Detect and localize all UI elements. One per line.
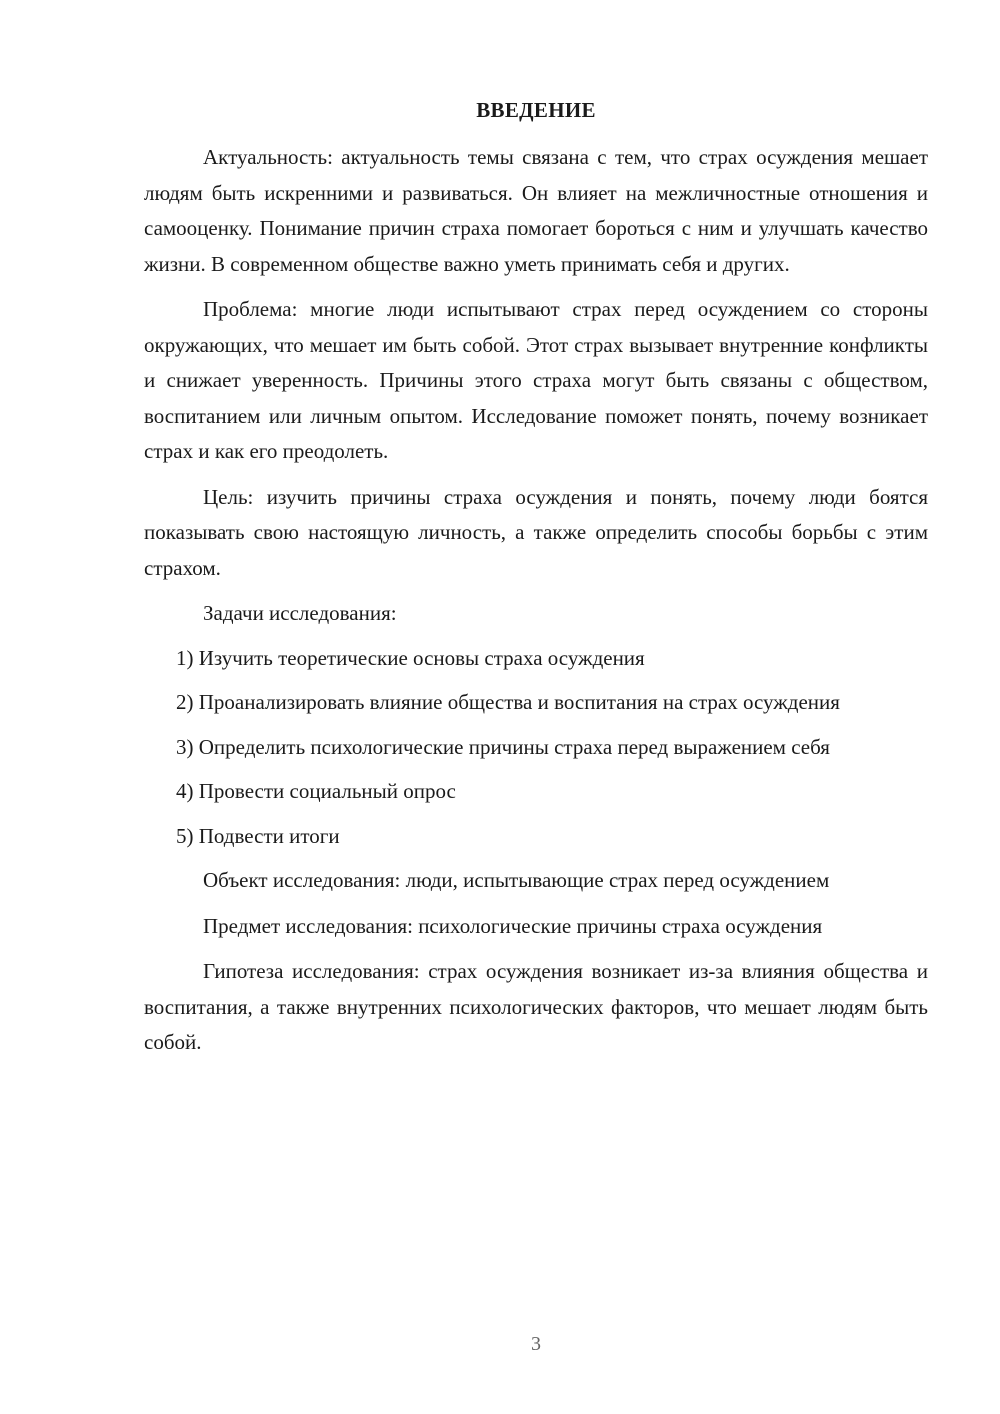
goal-paragraph: Цель: изучить причины страха осуждения и понять, почему люди боятся показывать свою настоящую личность, а также определить способы борьбы с этим страхом. <box>144 484 928 580</box>
task-item: 4) Провести социальный опрос <box>176 779 456 803</box>
relevance-paragraph: Актуальность: актуальность темы связана с тем, что страх осуждения мешает людям быть искренними и развиваться. Он влияет на межличностные отношения и самооценку. Понимание причин страха помогает бороться с ним и улучшать качество жизни. В современном обществе важно уметь принимать себя и других. <box>144 145 928 276</box>
tasks-title: Задачи исследования: <box>203 601 397 625</box>
task-item: 2) Проанализировать влияние общества и воспитания на страх осуждения <box>176 690 840 714</box>
page-title: ВВЕДЕНИЕ <box>476 98 596 122</box>
object-paragraph: Объект исследования: люди, испытывающие страх перед осуждением <box>203 868 830 892</box>
document-body <box>144 140 928 1071</box>
page-number: 3 <box>531 1333 541 1355</box>
problem-paragraph: Проблема: многие люди испытывают страх перед осуждением со стороны окружающих, что мешает им быть собой. Этот страх вызывает внутренние конфликты и снижает уверенность. Причины этого страха могут быть связаны с обществом, воспитанием или личным опытом. Исследование поможет понять, почему возникает страх и как его преодолеть. <box>144 297 928 463</box>
subject-paragraph: Предмет исследования: психологические причины страха осуждения <box>203 913 823 938</box>
task-item: 1) Изучить теоретические основы страха осуждения <box>176 645 645 670</box>
hypothesis-paragraph: Гипотеза исследования: страх осуждения возникает из-за влияния общества и воспитания, а также внутренних психологических факторов, что мешает людям быть собой. <box>144 959 928 1054</box>
task-item: 3) Определить психологические причины страха перед выражением себя <box>176 734 830 759</box>
task-item: 5) Подвести итоги <box>176 823 340 848</box>
